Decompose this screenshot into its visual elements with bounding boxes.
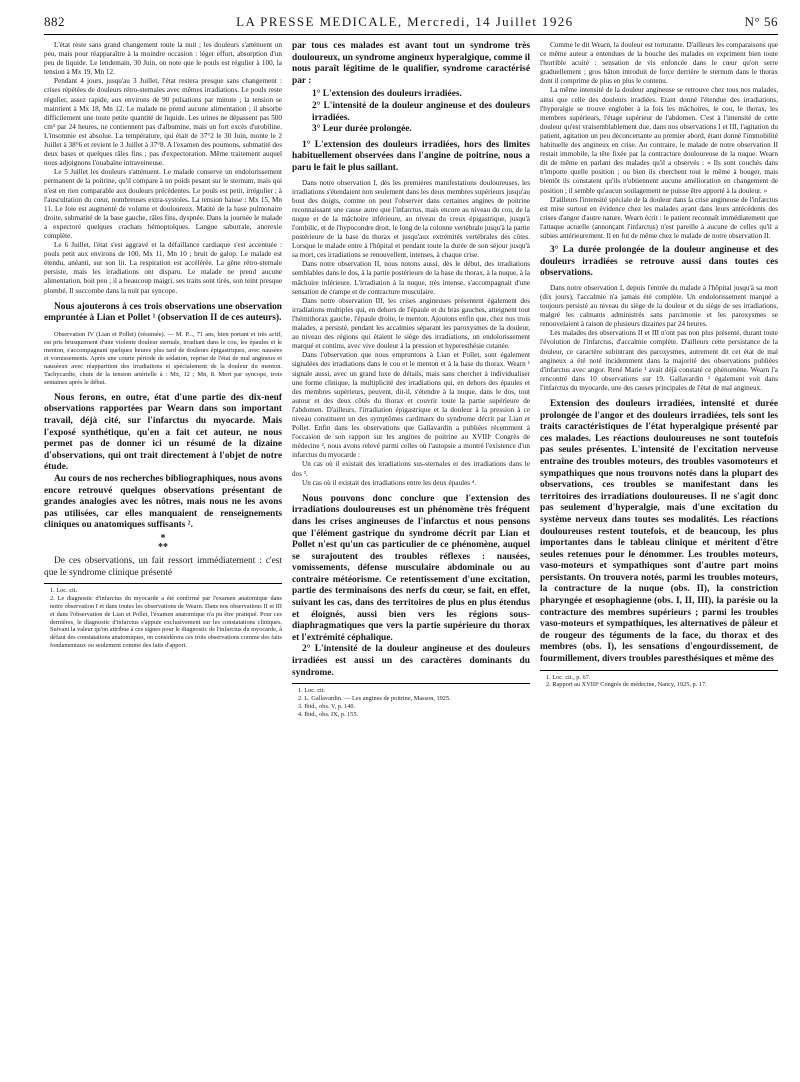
footnote: 1. Loc. cit. <box>298 687 326 695</box>
footnote: 4. Ibid., obs. IX, p. 155. <box>298 710 359 718</box>
bold-paragraph: Nous ajouterons à ces trois observations une observation empruntée à Lian et Pollet ¹ (observation II de ces auteurs). <box>44 301 282 324</box>
footnote: 1. Loc. cit. <box>50 587 78 595</box>
section-separator: * ** <box>158 532 168 554</box>
page-header <box>44 14 778 35</box>
paragraph: Le 5 Juillet les douleurs s'atténuent. Le malade conserve un endolorissement permanent de la poitrine, qu'il compare à un poids pesant sur le sternum, mais qui n'est en rien comparable aux douleurs précédentes. Le pouls est petit, irrégulier ; à l'auscultation du cœur, nombreuses extra-systoles. La tension baisse : Mx 15, Mn 11. Le foie est augmenté de volume et douloureux. Matité de la base pulmonaire droite, submatité de la base gauche, râles fins, dyspnée. Dans la journée le malade a expectoré quelques crachats hémoptoïques. Langue saburrale, anorexie complète. <box>44 168 282 240</box>
bold-paragraph: par tous ces malades est avant tout un syndrome très douloureux, un syndrome angineux hyperalgique, comme il nous paraît légitime de le qualifier, syndrome caractérisé par : <box>292 41 530 86</box>
paragraph: Un cas où il existait des irradiations sus-sternales et des irradiations dans le dos ³. <box>292 460 530 478</box>
paragraph: De ces observations, un fait ressort immédiatement : c'est que le syndrome clinique présenté <box>44 556 282 578</box>
journal-title: LA PRESSE MEDICALE, Mercredi, 14 Juillet 1926 <box>236 14 574 29</box>
bold-paragraph: 2° L'intensité de la douleur angineuse et des douleurs irradiées est aussi un des caractères dominants du syndrome. <box>292 644 530 678</box>
paragraph: Un cas où il existait des irradiations entre les deux épaules ⁴. <box>302 478 477 487</box>
paragraph: Dans notre observation I, depuis l'entrée du malade à l'hôpital jusqu'à sa mort (dix jours), l'accalmie n'a jamais été complète. Un endolorissement marqué a toujours persisté au niveau du siège de la douleur et du siège de ses irradiations, malgré les calmants administrés sans parcimonie et les paroxysmes se renouvelaient à raison de plusieurs dizaines par 24 heures. <box>540 283 778 329</box>
footnotes <box>44 583 282 649</box>
footnote: 2. L. Gallavardin. — Les angines de poitrine, Masson, 1925. <box>298 695 451 703</box>
paragraph: L'état reste sans grand changement toute la nuit ; les douleurs s'atténuent un peu, mais pour réapparaître à la moindre occasion : léger effort, absorption d'un peu de liquide. Le lendemain, 30 Juin, on note que le pouls est régulier à 100, la tension à Mx 19, Mn 12. <box>44 41 282 77</box>
paragraph: Les malades des observations II et III n'ont pas non plus présenté, durant toute l'évolution de l'infarctus, d'accalmie complète. D'ailleurs cette persistance de la douleur, ce caractère subintrant des paroxysmes, autrement dit cet état de mal angineux a été noté incidemment dans la majorité des observations publiées d'infarctus avec angor. René Marie ¹ avait déjà constaté ce phénomène. Wearn l'a rencontré dans 10 observations sur 19. Gallavardin ² également voit dans l'infarctus du myocarde, une des causes principales de l'état de mal angineux. <box>540 329 778 392</box>
observation-summary: Observation IV (Lian et Pollet) (résumée). — M. P..., 71 ans, bien portant et très actif, est pris brusquement d'une violente douleur sternale, irradiant dans le cou, les épaules et le menton, s'accompagnant quelques heures plus tard de douleurs épigastriques, avec nausées et vomissements. Après une courte période de sédation, reprise de l'état de mal angineux et nauséeux avec réapparition des irradiations et spécialement de la douleur du menton. Tachycardie, chute de la tension artérielle à : Mx, 12 ; Mn, 8. Mort par syncope, trois semaines après le début. <box>44 330 282 386</box>
paragraph: Comme le dit Wearn, la douleur est torturante. D'ailleurs les comparaisons que ce même auteur a entendues de la bouche des malades en expriment bien toute l'horrible acuité : sensation de vis enfoncée dans le cœur qu'on serre graduellement ; gros bâton introduit de force derrière le sternum dans le thorax dont il comprime de plus en plus le contenu. <box>540 41 778 86</box>
footnote: 2. Le diagnostic d'infarctus du myocarde a été confirmé par l'examen anatomique dans notre observation I et dans toutes les observations de Wearn. Dans nos observations II et III et dans l'observation de Lian et Pollet, l'examen anatomique n'a pu être pratiqué. Pour ces dernières, le diagnostic d'infarctus s'appuie exclusivement sur les constatations cliniques. Suivant la valeur qu'on attribue à ces signes pour le diagnostic de l'infarctus du myocarde, à défaut des constatations anatomiques, on considérera ces trois observations comme des faits fondamentaux ou seulement comme des faits d'apport. <box>50 595 282 649</box>
issue-number: N° 56 <box>744 14 778 29</box>
column-3 <box>540 41 778 1081</box>
section-heading: 3° La durée prolongée de la douleur angineuse et des douleurs irradiées se retrouve aussi dans toutes ces observations. <box>540 245 778 279</box>
page-number: 882 <box>44 14 65 29</box>
footnote: 1. Loc. cit., p. 67. <box>546 673 591 681</box>
paragraph: Dans notre observation III, les crises angineuses présentent également des irradiations multiples qui, en dehors de l'épaule et du bras gauches, atteignent tout l'hémithorax gauche, l'épaule droite, le menton. Ajoutons enfin que, chez nos trois malades, a persisté, pendant les accalmies séparant les paroxysmes de la douleur, au niveau des régions qui étaient le siège des irradiations, un endolorissement marqué et continu, avec vive douleur à la pression et hyperesthésie cutanée. <box>292 296 530 351</box>
column-1 <box>44 41 282 1081</box>
footnotes <box>540 670 778 690</box>
paragraph: La même intensité de la douleur angineuse se retrouve chez tous nos malades, ainsi que celle des douleurs irradiées. Etant donné l'étendue des irradiations, l'hyperalgie se trouve englober à la fois les mâchoires, le cou, le thorax, les membres supérieurs, l'étage supérieur de l'abdomen. C'est à l'intensité de cette douleur qu'est vraisemblablement due, dans nos observations I et III, l'agitation du patient, agitation un peu déconcertante au premier abord, étant donné l'immobilité habituelle des angineux en crise. Au contraire, le malade de notre observation II restait immobile, la tête fixée par la contracture douloureuse de la nuque. Wearn dit de même en parlant des malades qu'il a observés : « Ils sont couchés dans n'importe quelle position ; ou bien ils cherchent tout le même à bouger, mais bientôt ils constatent qu'ils n'obtiennent aucune amélioration en changement de position ; il semble qu'aucun soulagement ne puisse être apporté à la douleur. » <box>540 86 778 195</box>
list-item: 2° L'intensité de la douleur angineuse et des douleurs irradiées. <box>312 100 530 123</box>
list-item: 1° L'extension des douleurs irradiées. <box>312 89 462 100</box>
paragraph: Dans l'observation que nous empruntons à Lian et Pollet, sont également signalées des irradiations dans le cou et le menton et à la base du thorax. Wearn ¹ signale aussi, avec un grand luxe de détails, mais sans chercher à individualiser une forme clinique, la multiplicité des irradiations qui, en dehors des épaules et des membres supérieurs, peuvent, dit-il, s'étendre à la nuque, dans le dos, tout autour et des deux côtés du thorax et couvrir toute la partie supérieure de l'abdomen. D'ailleurs, l'irradiation épigastrique et la douleur à la pression à ce niveau constituent un des symptômes cardinaux du syndrome décrit par Lian et Pollet. Enfin dans les observations que Gallavardin a publiées récemment à l'occasion de son rapport sur les angines de poitrine au XVIIIᵉ Congrès de médecine ², nous avons relevé parmi celles où l'autopsie a montré l'existence d'un infarctus du myocarde : <box>292 351 530 460</box>
paragraph: Le 6 Juillet, l'état s'est aggravé et la défaillance cardiaque s'est accentuée : pouls petit aux environs de 100, Mx 11, Mn 10 ; bruit de galop. Le malade est étendu, anéanti, sur son lit. La respiration est accélérée. La gêne rétro-sternale persiste, mais les irradiations ont disparu. Le malade ne prend aucune alimentation, boit peu ; il a beaucoup maigri, ses traits sont tirés, son teint presque plombé. Il succombe dans la nuit par syncope. <box>44 241 282 295</box>
bold-paragraph: Extension des douleurs irradiées, intensité et durée prolongée de l'angor et des douleurs irradiées, tels sont les traits caractéristiques de l'état hyperalgique présenté par ces malades. Les réactions douloureuses ne sont toutefois pas seules présentes. L'intensité de l'excitation nerveuse entraîne des troubles moteurs, des troubles vasomoteurs et sympathiques que nous trouvons notés dans la plupart des observations, ces troubles se manifestant dans les territoires des irradiations douloureuses. Il ne s'agit donc pas seulement d'hyperalgie, mais d'une excitation du système nerveux dans toutes ses modalités. Les réactions douloureuses restent toutefois, et de beaucoup, les plus importantes dans le tableau clinique et méritent d'être seules retenues pour le dénommer. Les troubles moteurs, vaso-moteurs et sympathiques sont d'autre part moins persistants. On trouvera notés, parmi les troubles moteurs, la contracture de la nuque (obs. II), la constriction pharyngée et œsophagienne (obs. I, II, III), la parésie ou la contracture des membres supérieurs ; parmi les troubles vaso-moteurs et sympathiques, les alternatives de pâleur et de rougeur des téguments de la face, du thorax et des membres (obs. I), les sensations d'engourdissement, de fourmillement, divers troubles paresthésiques et même des <box>540 398 778 665</box>
paragraph: Pendant 4 jours, jusqu'au 3 Juillet, l'état restera presque sans changement : crises répétées de douleurs rétro-sternales avec mêmes irradiations. Le pouls reste régulier, assez rapide, aux environs de 90 pulsations par minute ; la tension se maintient à Mx 18, Mn 12. Le malade ne prend aucune alimentation ; il absorbe difficilement une toute petite quantité de liquide. Les urines ne dépassent pas 500 cm³ par 24 heures, ne contiennent pas d'albumine, mais un fort excès d'urobiline. L'insomnie est absolue. La température, qui était de 37°2 le 30 Juin, monte le 2 Juillet à 38°6 et revient le 3 Juillet à 37°8. A l'examen des poumons, submatité des deux bases et quelques râles fins ; pas d'expectoration. Même traitement auquel nous adjoignons l'ouabaïne intraveineuse. <box>44 77 282 168</box>
footnote: 2. Rapport au XVIIIᵉ Congrès de médecine, Nancy, 1925, p. 17. <box>546 681 707 689</box>
footnote: 3. Ibid., obs. V, p. 140. <box>298 702 356 710</box>
bold-paragraph: Nous ferons, en outre, état d'une partie des dix-neuf observations rapportées par Wearn dans son important travail, déjà cité, sur l'infarctus du myocarde. Mais l'exposé synthétique, qu'en a fait cet auteur, ne nous permet pas de donner ici un résumé de la dizaine d'observations, qui ont trait directement à l'objet de notre étude. <box>44 392 282 473</box>
column-2 <box>292 41 530 1081</box>
bold-paragraph: Nous pouvons donc conclure que l'extension des irradiations douloureuses est un phénomène très fréquent dans les crises angineuses de l'infarctus et nous pensons que l'élément gastrique du syndrome décrit par Lian et Pollet n'est qu'un cas particulier de ce phénomène, auquel se surajoutent des troubles réflexes : nausées, vomissements, défense musculaire abdominale ou au contraire météorisme. Ce retentissement d'une excitation, partie des terminaisons des nerfs du cœur, se fait, en effet, suivant les cas, dans des territoires de plus en plus étendus et éloignés, aussi bien vers les régions sous-diaphragmatiques que vers la partie supérieure du thorax et l'extrémité céphalique. <box>292 493 530 643</box>
paragraph: D'ailleurs l'intensité spéciale de la douleur dans la crise angineuse de l'infarctus est mise surtout en évidence chez les malades ayant dans leurs antécédents des crises d'angor d'autre nature. Wearn écrit : le patient reconnaît immédiatement que l'attaque actuelle (annonçant l'infarctus) n'est pareille à aucune de celles qu'il a subies antérieurement. Il en fut de même chez le malade de notre observation II. <box>540 195 778 240</box>
paragraph: Dans notre observation I, dès les premières manifestations douloureuses, les irradiations s'étendaient non seulement dans les deux membres supérieurs jusqu'au bout des doigts, comme on peut l'observer dans certaines angines de poitrine reconnaissant une cause autre que l'infarctus, mais encore au niveau du cou, de la nuque et de la mâchoire inférieure, au niveau du creux épigastrique, jusqu'à l'ombilic, et de l'hypocondre droit, le long de la colonne vertébrale jusqu'à la partie postérieure de la base du thorax et jusqu'aux extrémités vertébrales des côtes. Lorsque le malade entre à l'hôpital et pendant toute la durée de son séjour jusqu'à sa mort, ces irradiations se renouvellent, intenses, à chaque crise. <box>292 178 530 260</box>
bold-paragraph: Au cours de nos recherches bibliographiques, nous avons encore retrouvé quelques observations présentant de grandes analogies avec les nôtres, mais nous ne les avons pas utilisées, car elles manquaient de renseignements cliniques ou anatomiques suffisants ². <box>44 473 282 531</box>
section-heading: 1° L'extension des douleurs irradiées, hors des limites habituellement observées dans l'angine de poitrine, nous a paru le fait le plus saillant. <box>292 139 530 173</box>
paragraph: Dans notre observation II, nous notons aussi, dès le début, des irradiations semblables dans le dos, à la partie postérieure de la base du thorax, à la nuque, à la mâchoire inférieure. L'irradiation à la nuque, très intense, s'accompagnait d'une sensation de crampe et de contracture musculaire. <box>292 260 530 296</box>
columns <box>44 41 778 1081</box>
criteria-list <box>312 89 530 135</box>
footnotes <box>292 683 530 718</box>
list-item: 3° Leur durée prolongée. <box>312 124 412 135</box>
